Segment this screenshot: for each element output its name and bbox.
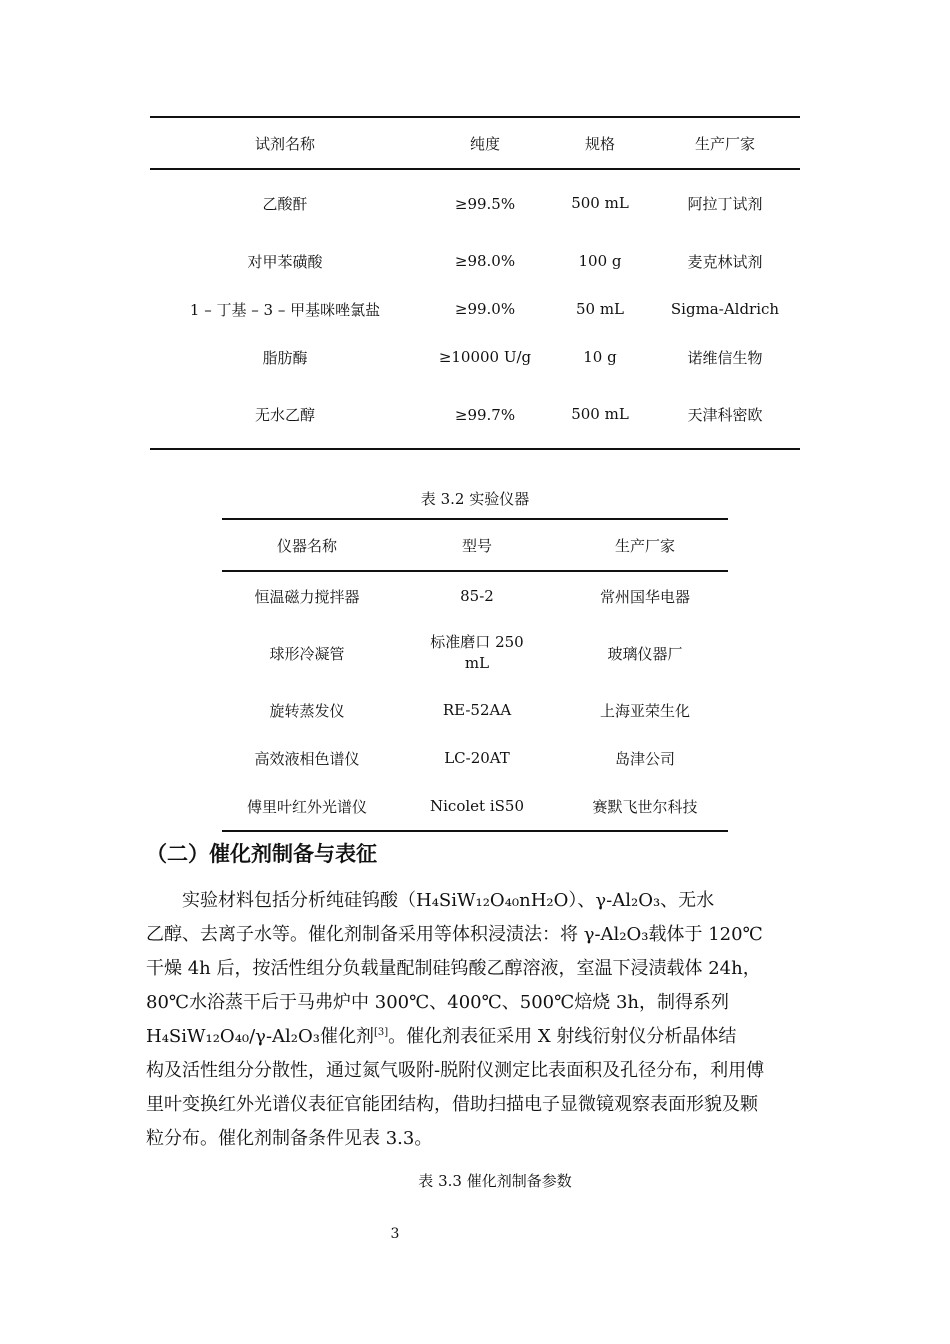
reagent-purity: ≥99.7% bbox=[420, 381, 550, 449]
paragraph-line: 实验材料包括分析纯硅钨酸（H₄SiW₁₂O₄₀nH₂O）、γ-Al₂O₃、无水 bbox=[182, 890, 715, 911]
column-header: 规格 bbox=[550, 117, 650, 169]
table-header-row bbox=[222, 519, 728, 571]
instruments-table bbox=[222, 518, 728, 832]
instrument-name: 恒温磁力搅拌器 bbox=[254, 587, 360, 606]
table-row bbox=[150, 285, 800, 333]
instrument-name: 球形冷凝管 bbox=[269, 644, 345, 663]
formula-text: H₄SiW₁₂O₄₀/γ-Al₂O₃催化剂 bbox=[146, 1026, 374, 1047]
reagent-purity: ≥99.5% bbox=[454, 194, 516, 213]
instrument-maker: 岛津公司 bbox=[614, 749, 675, 768]
instrument-model bbox=[392, 620, 562, 686]
reagent-name: 对甲苯磺酸 bbox=[247, 252, 323, 271]
reagent-spec: 10 g bbox=[583, 348, 617, 366]
instrument-model: LC-20AT bbox=[444, 749, 510, 767]
instrument-name: 傅里叶红外光谱仪 bbox=[222, 782, 392, 831]
reagent-purity: ≥10000 U/g bbox=[438, 348, 532, 366]
page-number: 3 bbox=[390, 1226, 400, 1242]
reagent-purity: ≥99.0% bbox=[454, 300, 516, 318]
table-row bbox=[150, 333, 800, 381]
reagent-maker: 阿拉丁试剂 bbox=[687, 195, 763, 213]
paragraph-line bbox=[146, 1020, 806, 1054]
reagent-spec: 100 g bbox=[578, 252, 622, 270]
reagent-spec bbox=[550, 381, 650, 449]
paragraph-line: 80℃水浴蒸干后于马弗炉中 300℃、400℃、500℃焙烧 3h，制得系列 bbox=[146, 992, 730, 1013]
paragraph-line: 乙醇、去离子水等。催化剂制备采用等体积浸渍法：将 γ-Al₂O₃载体于 120℃ bbox=[146, 924, 763, 945]
column-header: 生产厂家 bbox=[562, 519, 728, 571]
reagent-maker: 诺维信生物 bbox=[687, 348, 763, 367]
instrument-model-text: 标准磨口 250 mL bbox=[430, 633, 524, 672]
table-row bbox=[222, 571, 728, 620]
table-row bbox=[222, 620, 728, 686]
reagent-name: 乙酸酐 bbox=[262, 195, 308, 213]
instrument-name: 高效液相色谱仪 bbox=[254, 749, 360, 768]
reagent-name: 脂肪酶 bbox=[262, 348, 308, 367]
paragraph-line: 粒分布。催化剂制备条件见表 3.3。 bbox=[146, 1128, 433, 1149]
section-heading: （二）催化剂制备与表征 bbox=[146, 842, 377, 866]
column-header: 型号 bbox=[392, 519, 562, 571]
reagent-spec-text: 500 mL bbox=[571, 405, 629, 423]
reagent-maker: Sigma-Aldrich bbox=[670, 300, 780, 318]
reagent-purity: ≥98.0% bbox=[454, 252, 516, 270]
table-row bbox=[150, 381, 800, 449]
instrument-maker: 赛默飞世尔科技 bbox=[562, 782, 728, 831]
paragraph-line: 构及活性组分分散性，通过氮气吸附-脱附仪测定比表面积及孔径分布，利用傅 bbox=[146, 1060, 765, 1081]
column-header: 生产厂家 bbox=[650, 117, 800, 169]
column-header: 试剂名称 bbox=[150, 117, 420, 169]
reagent-maker: 麦克林试剂 bbox=[687, 252, 763, 271]
table-row bbox=[222, 734, 728, 782]
citation-ref: [3] bbox=[373, 1027, 389, 1038]
table-caption: 表 3.3 催化剂制备参数 bbox=[418, 1172, 572, 1190]
reagent-spec-text: 500 mL bbox=[571, 194, 629, 212]
table-caption: 表 3.2 实验仪器 bbox=[420, 490, 530, 508]
instrument-model: Nicolet iS50 bbox=[392, 782, 562, 831]
instrument-name: 旋转蒸发仪 bbox=[269, 701, 345, 720]
table-row bbox=[222, 782, 728, 831]
table-row bbox=[150, 169, 800, 237]
table-row bbox=[150, 237, 800, 285]
table-header-row bbox=[150, 117, 800, 169]
reagent-name: 无水乙醇 bbox=[150, 381, 420, 449]
reagent-spec: 50 mL bbox=[575, 300, 625, 318]
instrument-maker: 常州国华电器 bbox=[599, 587, 690, 606]
reagent-name: 1 – 丁基 – 3 – 甲基咪唑氯盐 bbox=[189, 300, 381, 319]
paragraph-text: 。催化剂表征采用 X 射线衍射仪分析晶体结 bbox=[388, 1026, 737, 1047]
reagent-maker: 天津科密欧 bbox=[650, 381, 800, 449]
column-header: 仪器名称 bbox=[222, 519, 392, 571]
column-header: 纯度 bbox=[420, 117, 550, 169]
instrument-maker: 上海亚荣生化 bbox=[599, 701, 690, 720]
paragraph-line: 干燥 4h 后，按活性组分负载量配制硅钨酸乙醇溶液，室温下浸渍载体 24h， bbox=[146, 958, 761, 979]
reagents-table bbox=[150, 116, 800, 450]
instrument-model: RE-52AA bbox=[442, 701, 512, 719]
body-paragraph bbox=[146, 884, 806, 1156]
paragraph-line: 里叶变换红外光谱仪表征官能团结构，借助扫描电子显微镜观察表面形貌及颗 bbox=[146, 1094, 758, 1115]
table-row bbox=[222, 686, 728, 734]
instrument-model: 85-2 bbox=[460, 587, 494, 605]
instrument-maker: 玻璃仪器厂 bbox=[607, 644, 683, 663]
reagent-spec bbox=[550, 169, 650, 237]
